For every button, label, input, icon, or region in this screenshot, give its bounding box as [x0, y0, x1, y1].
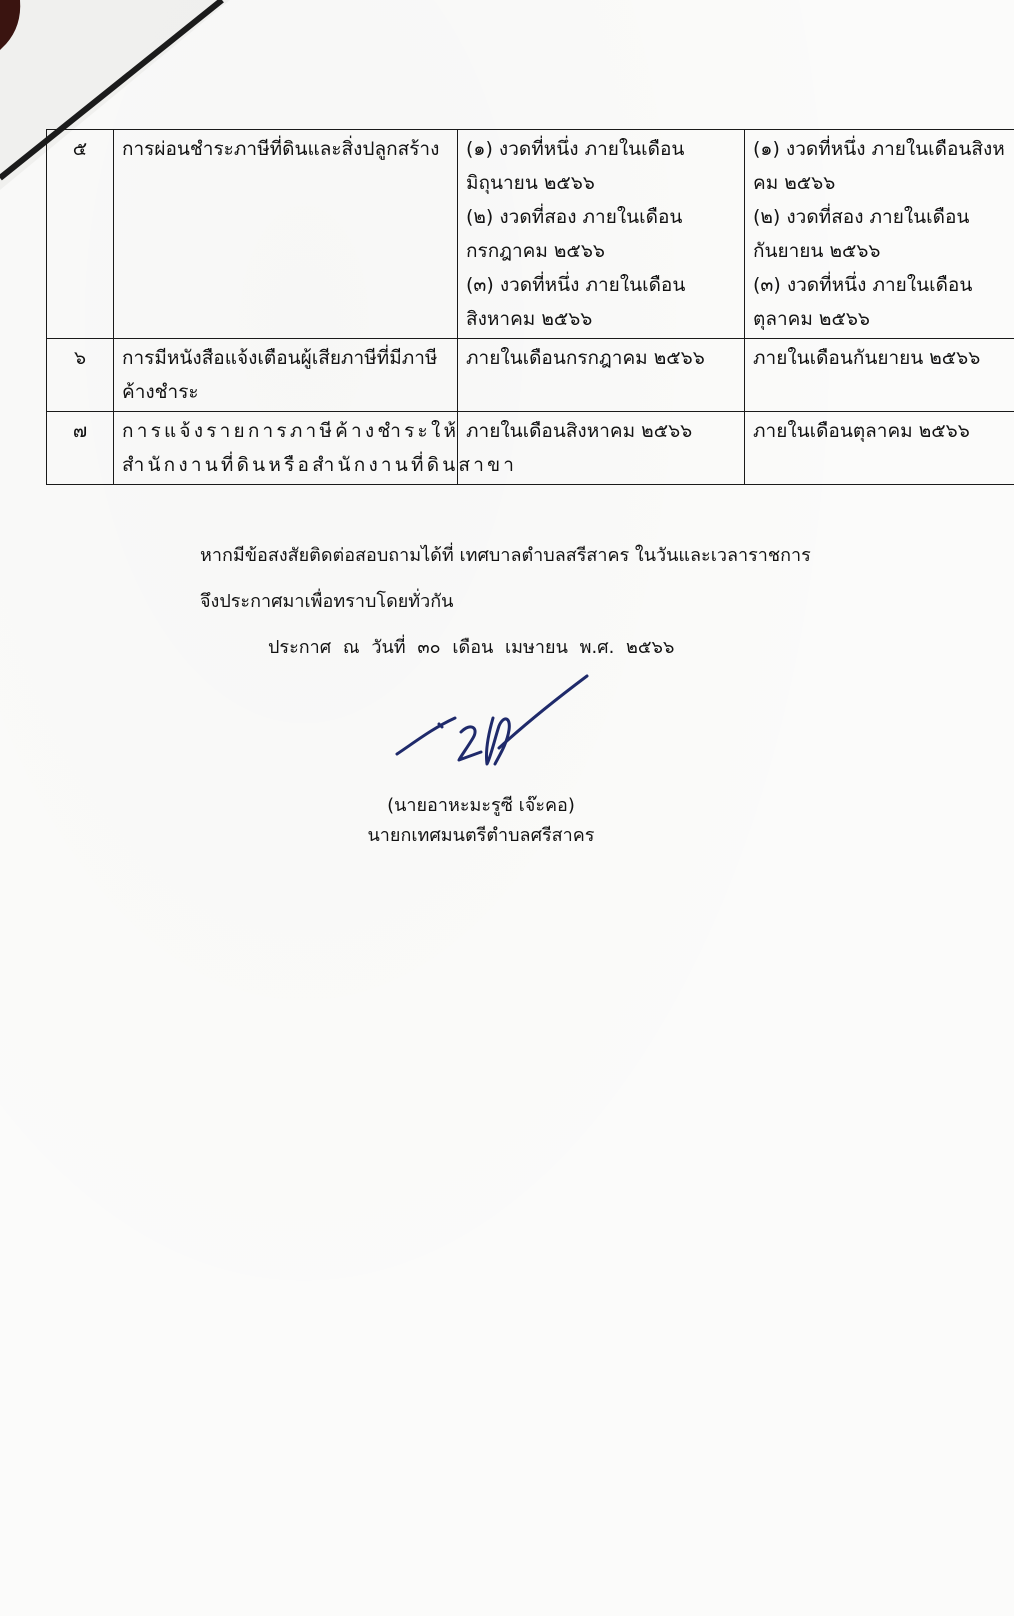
cell-text-line: ๖: [73, 347, 87, 369]
table-row: [47, 412, 1014, 485]
cell-text-line: ภายในเดือนสิงหาคม ๒๕๖๖: [466, 420, 693, 442]
item-description-cell: [114, 412, 518, 485]
contact-paragraph: หากมีข้อสงสัยติดต่อสอบถามได้ที่ เทศบาลตำบลสรีสาคร ในวันและเวลาราชการ: [200, 545, 811, 566]
notify-paragraph: จึงประกาศมาเพื่อทราบโดยทั่วกัน: [200, 591, 454, 612]
cell-text-line: การผ่อนชำระภาษีที่ดินและสิ่งปลูกสร้าง: [122, 138, 440, 160]
cell-text-line: (๑) งวดที่หนึ่ง ภายในเดือน: [466, 138, 685, 160]
row-number-cell: [47, 339, 114, 412]
cell-text-line: (๒) งวดที่สอง ภายในเดือน: [466, 206, 683, 228]
item-description-cell: [114, 130, 458, 339]
cell-text-line: ภายในเดือนกรกฎาคม ๒๕๖๖: [466, 347, 705, 369]
cell-text-line: ๗: [72, 420, 88, 442]
signer-name: (นายอาหะมะรูซี เจ๊ะคอ): [387, 795, 575, 816]
cell-text-line: มิถุนายน ๒๕๖๖: [466, 172, 595, 194]
item-description-cell: [114, 339, 458, 412]
cell-text-line: ๕: [72, 138, 88, 160]
row-number-cell: [47, 412, 114, 485]
cell-text-line: สิงหาคม ๒๕๖๖: [466, 308, 593, 330]
cell-text-line: (๓) งวดที่หนึ่ง ภายในเดือน: [466, 274, 686, 296]
handwritten-signature: [395, 672, 615, 782]
cell-text-line: กรกฎาคม ๒๕๖๖: [466, 240, 605, 262]
cell-text-line: ภายในเดือนตุลาคม ๒๕๖๖: [753, 420, 970, 442]
schedule-period-1-cell: [458, 339, 745, 412]
cell-text-line: ภายในเดือนกันยายน ๒๕๖๖: [753, 347, 981, 369]
signer-title: นายกเทศมนตรีตำบลศรีสาคร: [367, 825, 595, 846]
schedule-period-2-cell: [745, 339, 1014, 412]
cell-text-line: การมีหนังสือแจ้งเตือนผู้เสียภาษีที่มีภาษี: [122, 347, 438, 369]
cell-text-line: (๑) งวดที่หนึ่ง ภายในเดือนสิงห: [753, 138, 1005, 160]
row-number-cell: [47, 130, 114, 339]
schedule-period-2-cell: [745, 130, 1014, 339]
cell-text-line: (๒) งวดที่สอง ภายในเดือน: [753, 206, 970, 228]
table-row: [47, 339, 1014, 412]
cell-text-line: สำนักงานที่ดินหรือสำนักงานที่ดินสาขา: [122, 454, 518, 476]
cell-text-line: การแจ้งรายการภาษีค้างชำระให้: [122, 420, 460, 442]
schedule-period-2-cell: [745, 412, 1014, 485]
cell-text-line: (๓) งวดที่หนึ่ง ภายในเดือน: [753, 274, 973, 296]
cell-text-line: คม ๒๕๖๖: [753, 172, 836, 194]
tax-schedule-table: [46, 129, 1014, 485]
cell-text-line: ค้างชำระ: [122, 381, 199, 403]
table-row: [47, 130, 1014, 339]
cell-text-line: กันยายน ๒๕๖๖: [753, 240, 881, 262]
announcement-date: ประกาศ ณ วันที่ ๓๐ เดือน เมษายน พ.ศ. ๒๕๖๖: [268, 637, 675, 658]
cell-text-line: ตุลาคม ๒๕๖๖: [753, 308, 870, 330]
schedule-period-1-cell: [458, 130, 745, 339]
